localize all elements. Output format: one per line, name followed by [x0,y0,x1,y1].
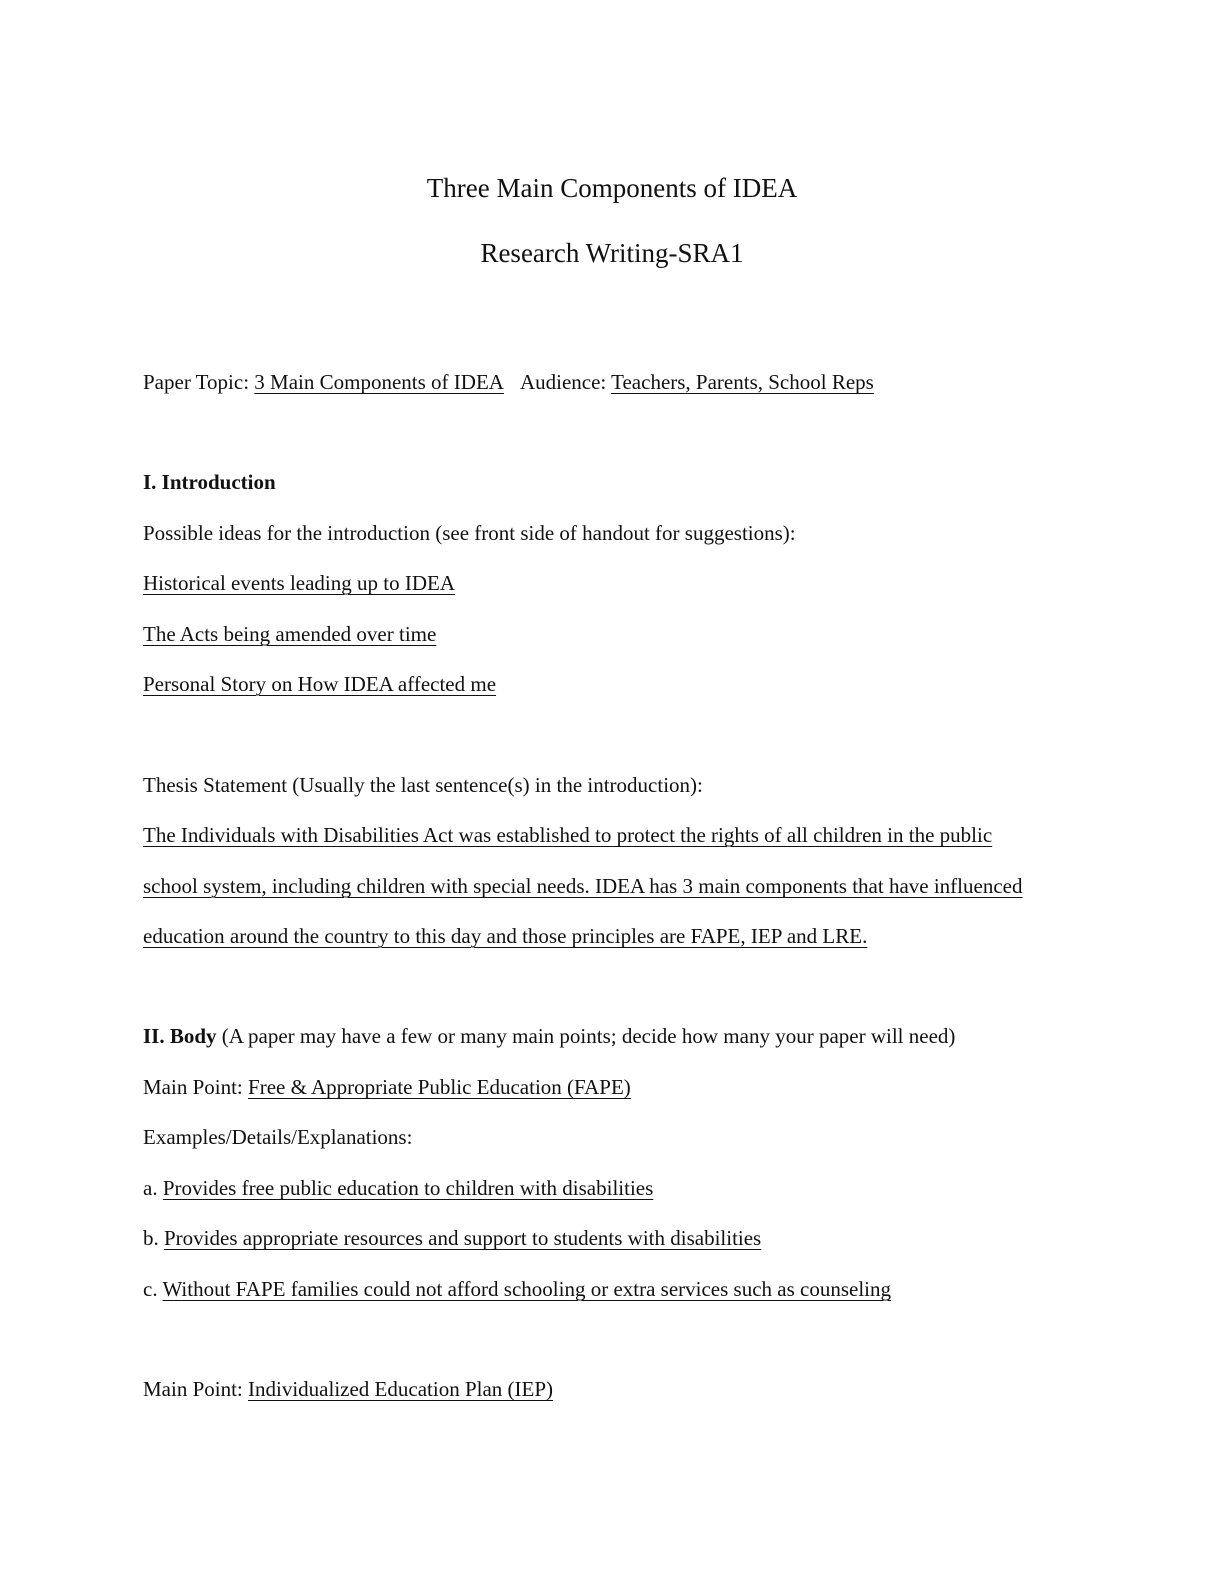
ideas-prompt: Possible ideas for the introduction (see front side of handout for suggestions): [143,521,796,545]
document-subtitle: Research Writing-SRA1 [480,238,744,268]
intro-idea: Historical events leading up to IDEA [143,571,456,595]
example-text: Provides free public education to children with disabilities [162,1176,654,1200]
thesis-line: school system, including children with special needs. IDEA has 3 main components that have influenced [143,874,1023,898]
example-marker: b. [143,1226,164,1250]
main-point-label: Main Point: [143,1075,249,1099]
intro-idea: Personal Story on How IDEA affected me [143,672,497,696]
audience-label: Audience: [519,370,612,394]
example-text: Provides appropriate resources and support to students with disabilities [164,1226,762,1250]
main-point-value: Free & Appropriate Public Education (FAPE) [248,1075,631,1099]
example-item [143,1175,653,1201]
body-heading: II. Body [143,1024,217,1048]
main-point-line [143,1074,631,1100]
document-title: Three Main Components of IDEA [426,173,798,203]
topic-value: 3 Main Components of IDEA [254,370,504,394]
example-marker: c. [143,1277,163,1301]
introduction-heading: I. Introduction [143,470,276,494]
body-heading-note: (A paper may have a few or many main points; decide how many your paper will need) [216,1024,956,1048]
examples-label: Examples/Details/Explanations: [143,1125,413,1149]
intro-idea: The Acts being amended over time [143,622,437,646]
topic-line [143,369,874,395]
example-item [143,1225,761,1251]
thesis-line: The Individuals with Disabilities Act was established to protect the rights of all children in the public [143,823,993,847]
example-marker: a. [143,1176,163,1200]
audience-value: Teachers, Parents, School Reps [611,370,874,394]
body-heading-line [143,1023,955,1049]
example-text: Without FAPE families could not afford schooling or extra services such as counseling [162,1277,892,1301]
main-point-value: Individualized Education Plan (IEP) [248,1377,554,1401]
example-item [143,1276,891,1302]
topic-label: Paper Topic: [143,370,255,394]
main-point-line [143,1376,553,1402]
thesis-line: education around the country to this day and those principles are FAPE, IEP and LRE. [143,924,868,948]
main-point-label: Main Point: [143,1377,249,1401]
thesis-prompt: Thesis Statement (Usually the last sentence(s) in the introduction): [143,773,703,797]
